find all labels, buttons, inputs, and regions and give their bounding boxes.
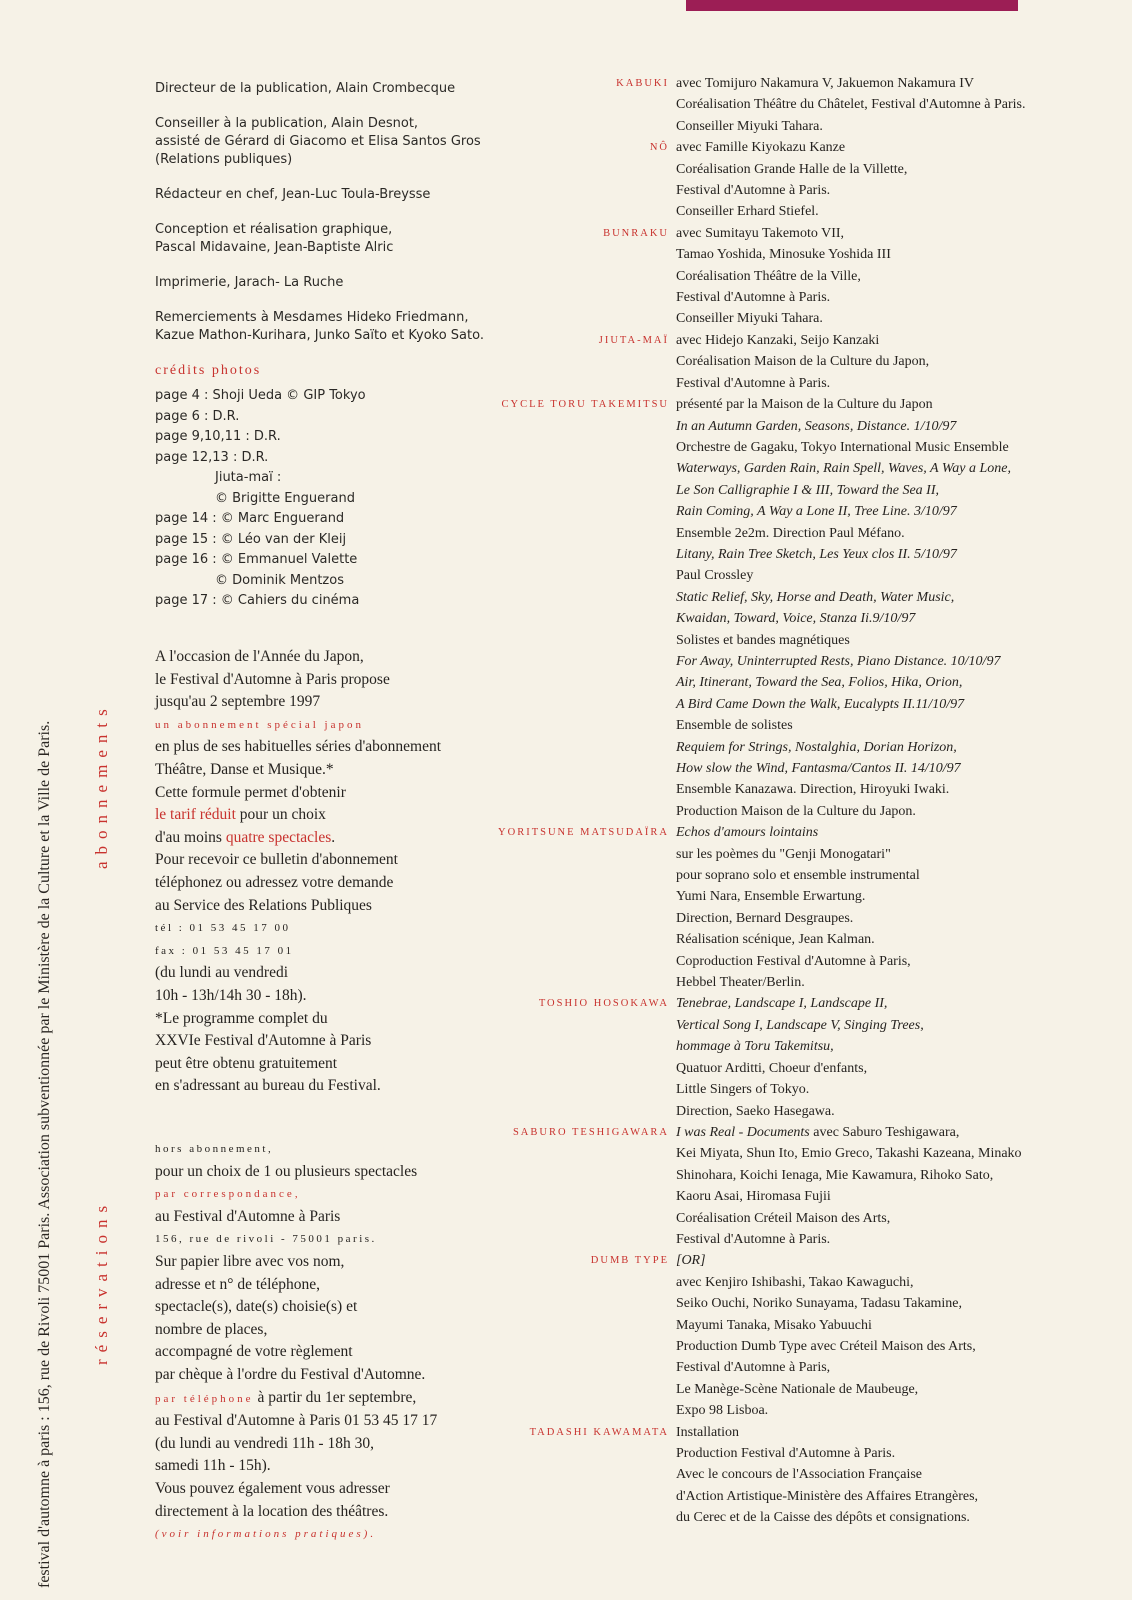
program-label: DUMB TYPE: [590, 1255, 669, 1267]
program-kabuki: [0, 73, 1132, 137]
abonnement-line: Théâtre, Danse et Musique.*: [155, 760, 334, 778]
credit-director: Directeur de la publication, Alain Crombecque: [155, 81, 456, 96]
program-label: NÔ: [649, 142, 669, 154]
program-line: Little Singers of Tokyo.: [676, 1082, 810, 1098]
festival-address: 156, rue de rivoli - 75001 paris.: [155, 1233, 377, 1246]
program-line: d'Action Artistique-Ministère des Affaires Etrangères,: [676, 1488, 979, 1504]
program-line: Yumi Nara, Ensemble Erwartung.: [676, 889, 866, 905]
program-work: I was Real - Documents: [676, 1124, 810, 1140]
by-phone-heading: par téléphone: [155, 1392, 254, 1405]
abonnement-line: peut être obtenu gratuitement: [155, 1054, 338, 1072]
reservation-line: accompagné de votre règlement: [155, 1343, 353, 1361]
reduced-rate-text: le tarif réduit: [155, 806, 236, 824]
program-work: A Bird Came Down the Walk, Eucalypts II.11/10/97: [676, 696, 965, 712]
credit-advisor: Conseiller à la publication, Alain Desnot,: [155, 116, 419, 131]
side-label-abonnements: abonnements: [92, 702, 111, 869]
abonnement-text: d'au moins: [155, 828, 226, 846]
program-line: Direction, Bernard Desgraupes.: [676, 910, 854, 926]
program-line: Paul Crossley: [676, 568, 754, 584]
program-work: Le Son Calligraphie I & III, Toward the Sea II,: [676, 482, 940, 498]
program-line: pour soprano solo et ensemble instrumental: [676, 868, 920, 884]
program-work: Static Relief, Sky, Horse and Death, Water Music,: [676, 589, 955, 605]
photo-credit-line: Jiuta-maï :: [215, 470, 282, 485]
program-work: How slow the Wind, Fantasma/Cantos II. 14/10/97: [676, 761, 961, 776]
program-line: Production Festival d'Automne à Paris.: [676, 1446, 896, 1461]
program-line: Conseiller Miyuki Tahara.: [676, 118, 823, 134]
program-work: In an Autumn Garden, Seasons, Distance. 1/10/97: [676, 418, 957, 434]
photo-credit-line: © Brigitte Enguerand: [215, 490, 355, 506]
photo-credit-line: page 14 : © Marc Enguerand: [155, 511, 345, 526]
abonnement-line: Cette formule permet d'obtenir: [155, 783, 346, 801]
program-label: YORITSUNE MATSUDAÏRA: [498, 827, 669, 839]
program-line: Tamao Yoshida, Minosuke Yoshida III: [676, 247, 891, 263]
credit-design: Conception et réalisation graphique,: [155, 222, 393, 237]
program-line: Coréalisation Maison de la Culture du Japon,: [676, 354, 930, 370]
program-line: Coréalisation Théâtre de la Ville,: [676, 268, 861, 284]
program-line: Ensemble de solistes: [676, 718, 793, 734]
abonnement-line: en plus de ses habituelles séries d'abonnement: [155, 738, 442, 756]
reservation-line: pour un choix de 1 ou plusieurs spectacles: [155, 1162, 418, 1180]
credit-thanks: Kazue Mathon-Kurihara, Junko Saïto et Kyoko Sato.: [155, 328, 484, 343]
program-work: Tenebrae, Landscape I, Landscape II,: [676, 996, 888, 1012]
reservation-line: (du lundi au vendredi 11h - 18h 30,: [155, 1434, 374, 1452]
program-label: JIUTA-MAÏ: [598, 334, 669, 346]
program-work: [OR]: [676, 1253, 706, 1269]
program-line: Conseiller Miyuki Tahara.: [676, 311, 823, 327]
spine-address-text: festival d'automne à paris : 156, rue de Rivoli 75001 Paris. Association subventionnée par le Ministère de la Culture et la Ville de Paris.: [36, 720, 53, 1588]
program-line: Conseiller Erhard Stiefel.: [676, 204, 819, 220]
program-line: avec Hidejo Kanzaki, Seijo Kanzaki: [676, 332, 880, 348]
program-label: CYCLE TORU TAKEMITSU: [501, 399, 669, 411]
abonnement-line: téléphonez ou adressez votre demande: [155, 873, 394, 891]
credit-thanks: Remerciements à Mesdames Hideko Friedmann,: [155, 310, 469, 325]
program-line: Installation: [676, 1424, 739, 1440]
photo-credit-line: page 16 : © Emmanuel Valette: [155, 552, 358, 567]
program-bunraku: [0, 223, 1132, 330]
photo-credit-line: page 12,13 : D.R.: [155, 449, 269, 465]
abonnement-line: le Festival d'Automne à Paris propose: [155, 670, 390, 688]
program-line: présenté par la Maison de la Culture du Japon: [676, 397, 933, 413]
abonnement-text: .: [331, 828, 336, 846]
program-line: Expo 98 Lisboa.: [676, 1403, 769, 1419]
photo-credit-line: © Dominik Mentzos: [215, 572, 344, 588]
photo-credits-title: crédits photos: [155, 363, 262, 378]
reservation-line: au Festival d'Automne à Paris 01 53 45 17 17: [155, 1412, 438, 1430]
program-line: Ensemble Kanazawa. Direction, Hiroyuki Iwaki.: [676, 782, 950, 798]
program-line: Réalisation scénique, Jean Kalman.: [676, 932, 875, 948]
program-line: Orchestre de Gagaku, Tokyo International Music Ensemble: [676, 439, 1009, 455]
photo-credit-line: page 4 : Shoji Ueda © GIP Tokyo: [155, 388, 366, 403]
program-line: avec Sumitayu Takemoto VII,: [676, 225, 845, 241]
program-line: Kaoru Asai, Hiromasa Fujii: [676, 1189, 831, 1205]
program-line: Ensemble 2e2m. Direction Paul Méfano.: [676, 525, 905, 541]
reservation-line: Sur papier libre avec vos nom,: [155, 1252, 345, 1270]
program-teshigawara: [0, 1122, 1132, 1250]
program-label: TADASHI KAWAMATA: [529, 1426, 669, 1438]
program-jiuta-mai: [0, 330, 1132, 394]
four-shows-text: quatre spectacles: [225, 828, 332, 846]
program-line: Festival d'Automne à Paris.: [676, 290, 831, 306]
program-line: Coréalisation Grande Halle de la Villette,: [676, 161, 908, 177]
program-line: Production Maison de la Culture du Japon.: [676, 803, 916, 819]
program-work: Kwaidan, Toward, Voice, Stanza Ii.9/10/97: [676, 611, 916, 627]
program-label: TOSHIO HOSOKAWA: [538, 998, 669, 1010]
program-label: BUNRAKU: [603, 227, 669, 239]
program-work: Litany, Rain Tree Sketch, Les Yeux clos II. 5/10/97: [676, 546, 957, 562]
program-line: Shinohara, Koichi Ienaga, Mie Kawamura, Rihoko Sato,: [676, 1167, 994, 1183]
abonnement-line: jusqu'au 2 septembre 1997: [155, 693, 321, 711]
photo-credit-line: page 17 : © Cahiers du cinéma: [155, 593, 360, 608]
reservation-line: nombre de places,: [155, 1320, 268, 1338]
program-work: Waterways, Garden Rain, Rain Spell, Waves, A Way a Lone,: [676, 461, 1011, 477]
abonnement-line: en s'adressant au bureau du Festival.: [155, 1077, 381, 1095]
program-label: KABUKI: [616, 78, 669, 89]
program-line: Festival d'Automne à Paris.: [676, 183, 831, 199]
program-line: Coréalisation Théâtre du Châtelet, Festival d'Automne à Paris.: [676, 97, 1026, 113]
program-line: Avec le concours de l'Association Française: [676, 1467, 923, 1483]
photo-credit-line: page 15 : © Léo van der Kleij: [155, 531, 347, 547]
photo-credit-line: page 6 : D.R.: [155, 408, 240, 424]
program-work: Vertical Song I, Landscape V, Singing Trees,: [676, 1017, 924, 1033]
reservation-line: spectacle(s), date(s) choisie(s) et: [155, 1298, 358, 1316]
program-kawamata: [0, 1422, 1132, 1529]
reservation-line: directement à la location des théâtres.: [155, 1502, 389, 1520]
program-list: [0, 73, 1132, 1529]
program-line: Festival d'Automne à Paris.: [676, 1231, 831, 1247]
photo-credit-line: page 9,10,11 : D.R.: [155, 429, 281, 444]
opening-hours: 10h - 13h/14h 30 - 18h).: [155, 986, 307, 1004]
reservation-line: samedi 11h - 15h).: [155, 1457, 271, 1475]
program-line: Festival d'Automne à Paris,: [676, 1360, 831, 1376]
abonnement-line: *Le programme complet du: [155, 1009, 328, 1027]
program-line: Production Dumb Type avec Créteil Maison des Arts,: [676, 1338, 976, 1354]
reservation-line: par chèque à l'ordre du Festival d'Automne.: [155, 1365, 426, 1383]
program-work: hommage à Toru Takemitsu,: [676, 1039, 834, 1055]
special-offer-heading: un abonnement spécial japon: [155, 718, 364, 731]
abonnement-line: XXVIe Festival d'Automne à Paris: [155, 1032, 372, 1050]
program-line: sur les poèmes du "Genji Monogatari": [676, 846, 891, 862]
program-line: avec Kenjiro Ishibashi, Takao Kawaguchi,: [676, 1274, 914, 1290]
program-work: For Away, Uninterrupted Rests, Piano Distance. 10/10/97: [676, 653, 1001, 669]
abonnement-line: (du lundi au vendredi: [155, 964, 289, 982]
program-line: Direction, Saeko Hasegawa.: [676, 1103, 835, 1119]
program-line: Solistes et bandes magnétiques: [676, 632, 850, 648]
program-line: avec Tomijuro Nakamura V, Jakuemon Nakamura IV: [676, 76, 974, 91]
fax-number: fax : 01 53 45 17 01: [155, 944, 294, 957]
by-mail-heading: par correspondance,: [155, 1188, 301, 1201]
program-work: Requiem for Strings, Nostalghia, Dorian Horizon,: [676, 739, 957, 755]
program-line: Festival d'Automne à Paris.: [676, 375, 831, 391]
abonnement-text: pour un choix: [235, 806, 326, 824]
abonnement-line: Pour recevoir ce bulletin d'abonnement: [155, 851, 398, 869]
program-work: Air, Itinerant, Toward the Sea, Folios, Hika, Orion,: [676, 675, 963, 691]
program-dumb-type: [0, 1250, 1132, 1421]
reservation-line: Vous pouvez également vous adresser: [155, 1479, 390, 1497]
program-line: Hebbel Theater/Berlin.: [676, 975, 805, 991]
see-practical-info: (voir informations pratiques).: [155, 1528, 377, 1541]
credit-advisor: (Relations publiques): [155, 152, 293, 167]
program-work: Rain Coming, A Way a Lone II, Tree Line. 3/10/97: [676, 504, 957, 520]
program-line: Le Manège-Scène Nationale de Maubeuge,: [676, 1381, 919, 1397]
program-no: [0, 137, 1132, 223]
top-color-bar: [686, 0, 1018, 11]
reservation-text: à partir du 1er septembre,: [253, 1388, 417, 1406]
abonnement-line: A l'occasion de l'Année du Japon,: [155, 648, 364, 665]
program-line: Quatuor Arditti, Choeur d'enfants,: [676, 1060, 868, 1076]
program-line: Kei Miyata, Shun Ito, Emio Greco, Takashi Kazeana, Minako: [676, 1146, 1022, 1162]
program-line: avec Famille Kiyokazu Kanze: [676, 140, 846, 156]
program-hosokawa: [0, 993, 1132, 1121]
program-line: Mayumi Tanaka, Misako Yabuuchi: [676, 1317, 872, 1333]
reservation-line: adresse et n° de téléphone,: [155, 1275, 321, 1293]
program-line: Coproduction Festival d'Automne à Paris,: [676, 953, 911, 969]
program-line: [676, 1122, 1132, 1143]
program-line: Seiko Ouchi, Noriko Sunayama, Tadasu Takamine,: [676, 1296, 963, 1312]
reservation-line: au Festival d'Automne à Paris: [155, 1207, 341, 1225]
hors-abonnement-heading: hors abonnement,: [155, 1143, 274, 1155]
program-text: avec Saburo Teshigawara,: [809, 1124, 960, 1140]
abonnement-line: au Service des Relations Publiques: [155, 896, 372, 914]
program-line: du Cerec et de la Caisse des dépôts et consignations.: [676, 1510, 970, 1526]
credit-editor: Rédacteur en chef, Jean-Luc Toula-Breysse: [155, 187, 431, 202]
credit-advisor: assisté de Gérard di Giacomo et Elisa Santos Gros: [155, 134, 481, 149]
program-matsudaira: [0, 822, 1132, 993]
program-takemitsu: [0, 394, 1132, 822]
program-work: Echos d'amours lointains: [676, 825, 819, 841]
side-label-reservations: réservations: [92, 1198, 111, 1365]
program-label: SABURO TESHIGAWARA: [512, 1126, 669, 1138]
credit-printer: Imprimerie, Jarach- La Ruche: [155, 275, 344, 290]
program-line: Coréalisation Créteil Maison des Arts,: [676, 1210, 891, 1226]
credit-design: Pascal Midavaine, Jean-Baptiste Alric: [155, 240, 394, 255]
phone-number: tél : 01 53 45 17 00: [155, 922, 291, 935]
